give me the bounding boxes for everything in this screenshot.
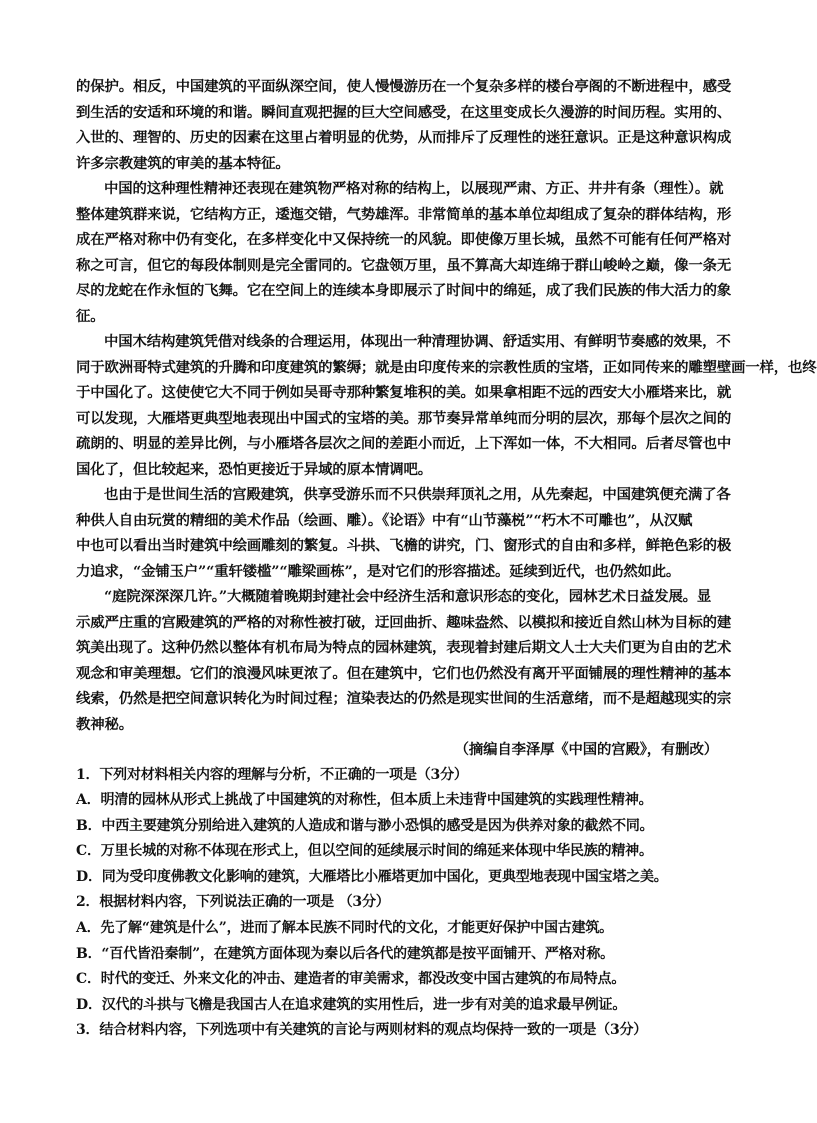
paragraph-line: 许多宗教建筑的审美的基本特征。 — [76, 154, 290, 172]
paragraph-line: 的保护。相反，中国建筑的平面纵深空间，使人慢慢游历在一个复杂多样的楼台亭阁的不断进程中，感受 — [76, 78, 732, 95]
paragraph-line: 尽的龙蛇在作永恒的飞舞。它在空间上的连续本身即展示了时间中的绵延，成了我们民族的伟大活力的象 — [76, 282, 732, 299]
passage-paragraph — [76, 584, 732, 737]
answer-option: D．汉代的斗拱与飞檐是我国古人在追求建筑的实用性后，进一步有对美的追求最早例证。 — [76, 996, 627, 1013]
reading-passage — [76, 74, 817, 737]
question-list — [76, 763, 720, 1045]
answer-option: D．同为受印度佛教文化影响的建筑，大雁塔比小雁塔更加中国化，更典型地表现中国宝塔之美。 — [76, 868, 668, 885]
paragraph-line: 到生活的安适和环境的和谐。瞬间直观把握的巨大空间感受，在这里变成长久漫游的时间历程。实用的、 — [76, 103, 732, 121]
paragraph-line: 观念和审美理想。它们的浪漫风味更浓了。但在建筑中，它们也仍然没有离开平面铺展的理性精神的基本 — [76, 664, 732, 682]
answer-option: C．时代的变迁、外来文化的冲击、建造者的审美需求，都没改变中国古建筑的布局特点。 — [76, 971, 626, 988]
question-stem: 2．根据材料内容，下列说法正确的一项是 （3分） — [76, 894, 390, 911]
paragraph-line: 疏朗的、明显的差异比例，与小雁塔各层次之间的差距小而近，上下浑如一体，不大相同。后者尽管也中 — [76, 435, 732, 452]
question-stem: 3．结合材料内容，下列选项中有关建筑的言论与两则材料的观点均保持一致的一项是（3分） — [76, 1022, 648, 1039]
answer-option: A．明清的园林从形式上挑战了中国建筑的对称性，但本质上未违背中国建筑的实践理性精神。 — [76, 792, 653, 809]
paragraph-line: 整体建筑群来说，它结构方正，逶迤交错，气势雄浑。非常简单的基本单位却组成了复杂的群体结构，形 — [76, 205, 732, 223]
passage-paragraph — [76, 482, 732, 584]
source-citation: （摘编自李泽厚《中国的宫殿》，有删改） — [454, 741, 718, 758]
paragraph-line: 征。 — [76, 307, 105, 325]
paragraph-line: 筑美出现了。这种仍然以整体有机布局为特点的园林建筑，表现着封建后期文人士大夫们更为自由的艺术 — [76, 639, 732, 656]
passage-paragraph — [76, 329, 817, 482]
paragraph-line: 称之可言，但它的每段体制则是完全雷同的。它盘领万里，虽不算高大却连绵于群山峻岭之巅，像一条无 — [76, 256, 732, 274]
passage-paragraph — [76, 176, 732, 329]
question-item — [76, 763, 720, 891]
paragraph-line: 力追求，“金铺玉户”“重轩镂槛”“雕梁画栋”，是对它们的形容描述。延续到近代，也仍然如此。 — [76, 562, 681, 580]
passage-paragraph — [76, 74, 732, 176]
answer-option: C．万里长城的对称不体现在形式上，但以空间的延续展示时间的绵延来体现中华民族的精神。 — [76, 843, 653, 860]
question-item — [76, 1018, 720, 1044]
question-stem: 1．下列对材料相关内容的理解与分析，不正确的一项是（3分） — [76, 766, 468, 783]
answer-option: B．中西主要建筑分别给进入建筑的人造成和谐与渺小恐惧的感受是因为供养对象的截然不同。 — [76, 817, 654, 834]
question-item — [76, 890, 720, 1018]
answer-option: A．先了解“建筑是什么”，进而了解本民族不同时代的文化，才能更好保护中国古建筑。 — [76, 920, 613, 937]
paragraph-line: 国化了，但比较起来，恐怕更接近于异域的原本情调吧。 — [76, 460, 433, 478]
paragraph-line: 也由于是世间生活的宫殿建筑，供享受游乐而不只供崇拜顶礼之用，从先秦起，中国建筑便充满了各 — [104, 486, 731, 503]
document-page — [76, 74, 817, 1044]
paragraph-line: 中国的这种理性精神还表现在建筑物严格对称的结构上，以展现严肃、方正、井井有条（理性）。就 — [104, 180, 724, 197]
paragraph-line: 于中国化了。这使使它大不同于例如吴哥寺那种繁复堆积的美。如果拿相距不远的西安大小雁塔来比，就 — [76, 384, 732, 401]
paragraph-line: “庭院深深深几许。”大概随着晚期封建社会中经济生活和意识形态的变化，园林艺术日益发展。显 — [104, 588, 712, 605]
paragraph-line: 同于欧洲哥特式建筑的升腾和印度建筑的繁缛；就是由印度传来的宗教性质的宝塔，正如同传来的雕塑壁画一样，也终 — [76, 358, 817, 376]
paragraph-line: 线索，仍然是把空间意识转化为时间过程；渲染表达的仍然是现实世间的生活意绪，而不是超越现实的宗 — [76, 690, 732, 707]
paragraph-line: 入世的、理智的、历史的因素在这里占着明显的优势，从而排斥了反理性的迷狂意识。正是这种意识构成 — [76, 129, 732, 146]
paragraph-line: 示威严庄重的宫殿建筑的严格的对称性被打破，迂回曲折、趣味盎然、以模拟和接近自然山林为目标的建 — [76, 613, 732, 631]
answer-option: B．“百代皆沿秦制”，在建筑方面体现为秦以后各代的建筑都是按平面铺开、严格对称。 — [76, 945, 614, 962]
paragraph-line: 中也可以看出当时建筑中绘画雕刻的繁复。斗拱、飞檐的讲究，门、窗形式的自由和多样，鲜艳色彩的极 — [76, 537, 732, 554]
paragraph-line: 可以发现，大雁塔更典型地表现出中国式的宝塔的美。那节奏异常单纯而分明的层次，那每个层次之间的 — [76, 409, 732, 427]
paragraph-line: 教神秘。 — [76, 715, 133, 733]
paragraph-line: 成在严格对称中仍有变化，在多样变化中又保持统一的风貌。即使像万里长城，虽然不可能有任何严格对 — [76, 231, 732, 248]
paragraph-line: 中国木结构建筑凭借对线条的合理运用，体现出一种清理协调、舒适实用、有鲜明节奏感的效果，不 — [104, 333, 731, 350]
paragraph-line: 种供人自由玩赏的精细的美术作品（绘画、雕）。《论语》中有“山节藻棁”“朽木不可雕也”，从汉赋 — [76, 511, 693, 529]
